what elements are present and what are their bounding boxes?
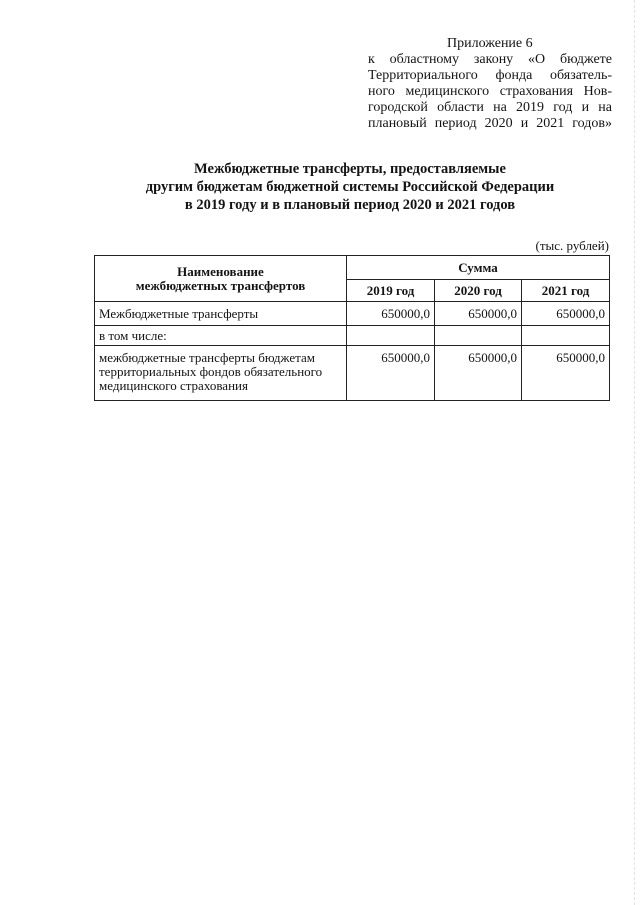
table-row (95, 326, 610, 346)
header-row (95, 256, 610, 280)
table-row (95, 302, 610, 326)
value-cell: 650000,0 (435, 302, 522, 326)
empty-cell (347, 326, 435, 346)
value-cell: 650000,0 (435, 346, 522, 401)
appendix-line: городской области на 2019 год и на (368, 100, 612, 115)
column-header-year: 2020 год (435, 280, 522, 302)
table-row (95, 346, 610, 401)
appendix-line: к областному закону «О бюджете (368, 52, 612, 67)
title-line: в 2019 году и в плановый период 2020 и 2021 годов (184, 197, 516, 213)
column-header-year: 2019 год (347, 280, 435, 302)
column-header-sum: Сумма (347, 256, 610, 280)
title-line: другим бюджетам бюджетной системы Российской Федерации (145, 179, 555, 195)
appendix-line: ного медицинского страхования Нов- (368, 84, 612, 99)
value-cell: 650000,0 (522, 302, 610, 326)
appendix-header (368, 36, 612, 132)
column-header-name-line: Наименование (177, 263, 264, 279)
appendix-caption: Приложение 6 (447, 36, 533, 51)
appendix-line: плановый период 2020 и 2021 годов» (368, 116, 612, 131)
empty-cell (522, 326, 610, 346)
value-cell: 650000,0 (347, 346, 435, 401)
appendix-line: Территориального фонда обязатель- (368, 68, 612, 83)
transfers-table (94, 255, 610, 401)
document-title (90, 160, 610, 214)
row-label: Межбюджетные трансферты (95, 302, 347, 326)
unit-note: (тыс. рублей) (535, 238, 609, 253)
scan-margin-line (634, 0, 635, 905)
title-line: Межбюджетные трансферты, предоставляемые (194, 161, 506, 177)
column-header-name (95, 256, 347, 302)
row-label: в том числе: (95, 326, 347, 346)
row-label: межбюджетные трансферты бюджетам территориальных фондов обязательного медицинского страхования (95, 346, 347, 401)
value-cell: 650000,0 (347, 302, 435, 326)
column-header-name-line: межбюджетных трансфертов (135, 277, 306, 293)
column-header-year: 2021 год (522, 280, 610, 302)
empty-cell (435, 326, 522, 346)
value-cell: 650000,0 (522, 346, 610, 401)
